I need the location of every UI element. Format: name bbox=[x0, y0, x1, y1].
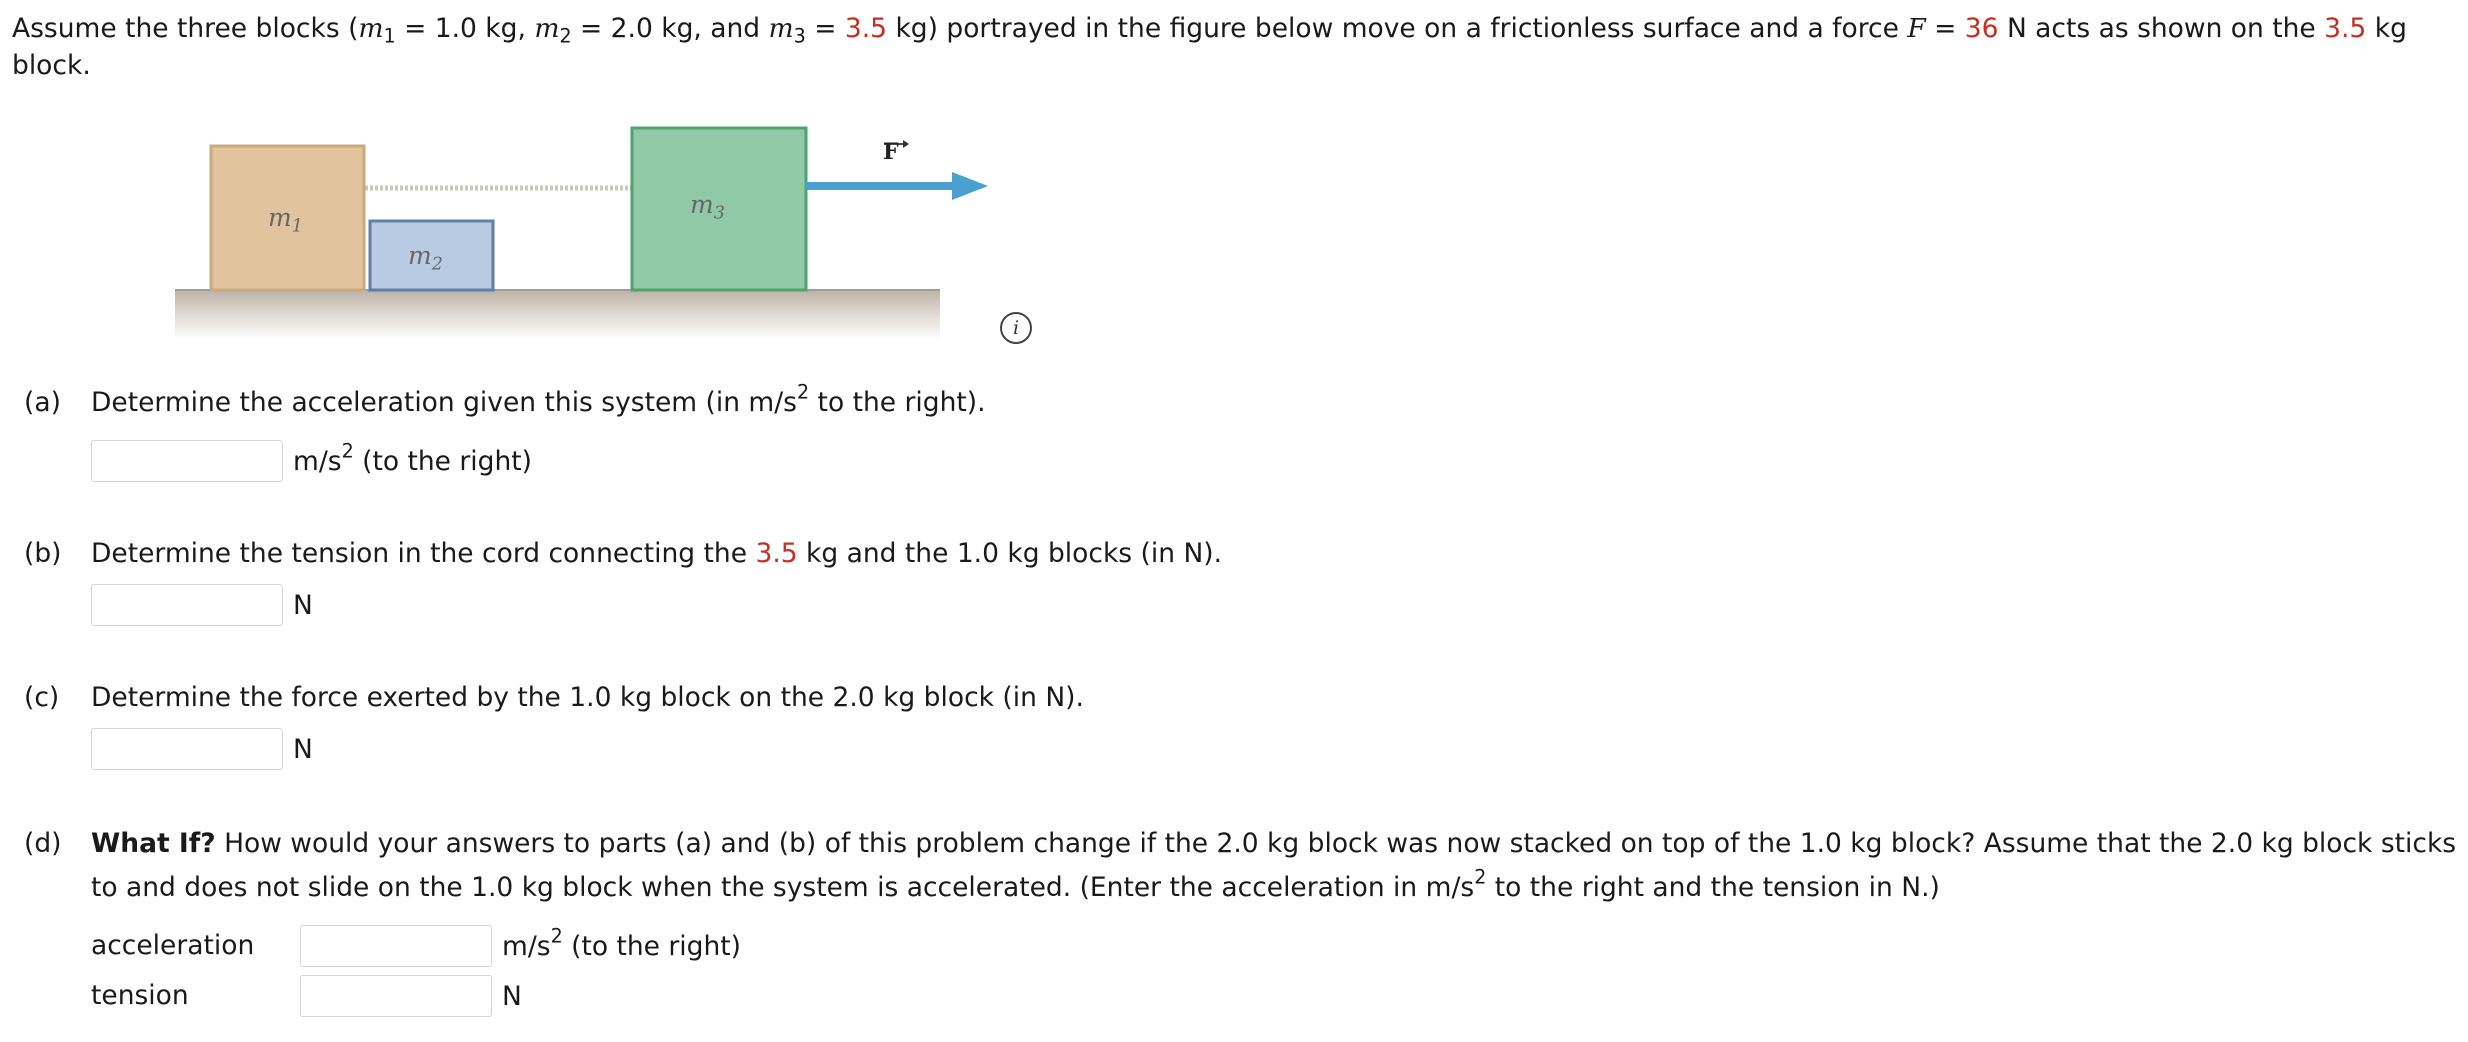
answer-b-input[interactable] bbox=[91, 584, 283, 626]
question-c bbox=[24, 676, 2454, 720]
acceleration-label: acceleration bbox=[91, 930, 255, 961]
question-a bbox=[24, 381, 2454, 425]
force-label: F bbox=[883, 139, 899, 165]
question-d bbox=[24, 822, 2457, 910]
block-value-highlight: 3.5 bbox=[2324, 13, 2367, 44]
answer-a-unit: $m/s^2$ (to the right) bbox=[293, 440, 533, 477]
m3-equals: = bbox=[805, 13, 845, 44]
answer-d-tension-row bbox=[300, 974, 522, 1018]
intro-text-4: kg block. bbox=[12, 13, 2407, 81]
question-b-text: Determine the tension in the cord connecting the 3.5 kg and the 1.0 kg blocks (in N). bbox=[91, 538, 1223, 569]
question-a-text: Determine the acceleration given this system (in $m/s^2$ to the right). bbox=[91, 381, 986, 418]
tension-label: tension bbox=[91, 980, 189, 1011]
m1-symbol: m bbox=[358, 13, 384, 44]
intro-text-3: N acts as shown on the bbox=[1998, 13, 2325, 44]
answer-d-tension-unit: N bbox=[502, 980, 522, 1012]
m3-subscript: 3 bbox=[793, 25, 806, 48]
question-b-label: (b) bbox=[24, 538, 62, 569]
m2-symbol: m bbox=[534, 13, 560, 44]
intro-text: Assume the three blocks ( bbox=[12, 13, 359, 44]
m3-label: $m_3$ bbox=[690, 190, 725, 224]
m1-value: = 1.0 kg, bbox=[395, 13, 535, 44]
answer-a-row bbox=[91, 439, 532, 483]
figure-drawing bbox=[170, 118, 1030, 358]
problem-statement bbox=[12, 10, 2432, 84]
m1-label: $m_1$ bbox=[268, 203, 303, 237]
force-vector-bar-tip bbox=[903, 140, 909, 148]
question-d-label: (d) bbox=[24, 828, 62, 859]
force-arrow-head bbox=[952, 172, 988, 200]
answer-b-row bbox=[91, 583, 313, 627]
blocks-figure bbox=[170, 118, 1030, 358]
answer-d-acceleration-row bbox=[300, 924, 741, 968]
intro-text-2: kg) portrayed in the figure below move on a frictionless surface and a force bbox=[887, 13, 1908, 44]
answer-b-unit: N bbox=[293, 589, 313, 621]
m2-subscript: 2 bbox=[559, 25, 572, 48]
answer-c-row bbox=[91, 727, 313, 771]
answer-d-tension-input[interactable] bbox=[300, 975, 492, 1017]
m1-subscript: 1 bbox=[383, 25, 396, 48]
answer-d-acceleration-input[interactable] bbox=[300, 925, 492, 967]
what-if-heading: What If? bbox=[91, 828, 216, 859]
m2-value: = 2.0 kg, and bbox=[571, 13, 769, 44]
answer-d-acceleration-unit: $m/s^2$ (to the right) bbox=[502, 925, 742, 962]
answer-c-unit: N bbox=[293, 733, 313, 765]
force-value-highlight: 36 bbox=[1964, 13, 1999, 44]
question-b-value-highlight: 3.5 bbox=[755, 538, 798, 569]
m3-value-highlight: 3.5 bbox=[844, 13, 888, 44]
answer-c-input[interactable] bbox=[91, 728, 283, 770]
force-symbol: F bbox=[1907, 13, 1926, 44]
m3-symbol: m bbox=[768, 13, 794, 44]
question-c-label: (c) bbox=[24, 682, 60, 713]
force-equals: = bbox=[1925, 13, 1965, 44]
question-a-label: (a) bbox=[24, 387, 61, 418]
m2-label: $m_2$ bbox=[408, 241, 443, 275]
question-b bbox=[24, 532, 2454, 576]
question-d-text: What If? How would your answers to parts (a) and (b) of this problem change if the 2.0 kg block was now stacked on top of the 1.0 kg block? Assume that the 2.0 kg block sticks to and does not slide on the 1.0 kg block when the system is accelerated. (Enter the acceleration in $m/s^2$ to the right and the tension in N.) bbox=[91, 828, 2457, 903]
answer-a-input[interactable] bbox=[91, 440, 283, 482]
question-c-text: Determine the force exerted by the 1.0 kg block on the 2.0 kg block (in N). bbox=[91, 682, 1084, 713]
info-icon[interactable]: i bbox=[1000, 312, 1032, 344]
surface bbox=[175, 290, 940, 340]
